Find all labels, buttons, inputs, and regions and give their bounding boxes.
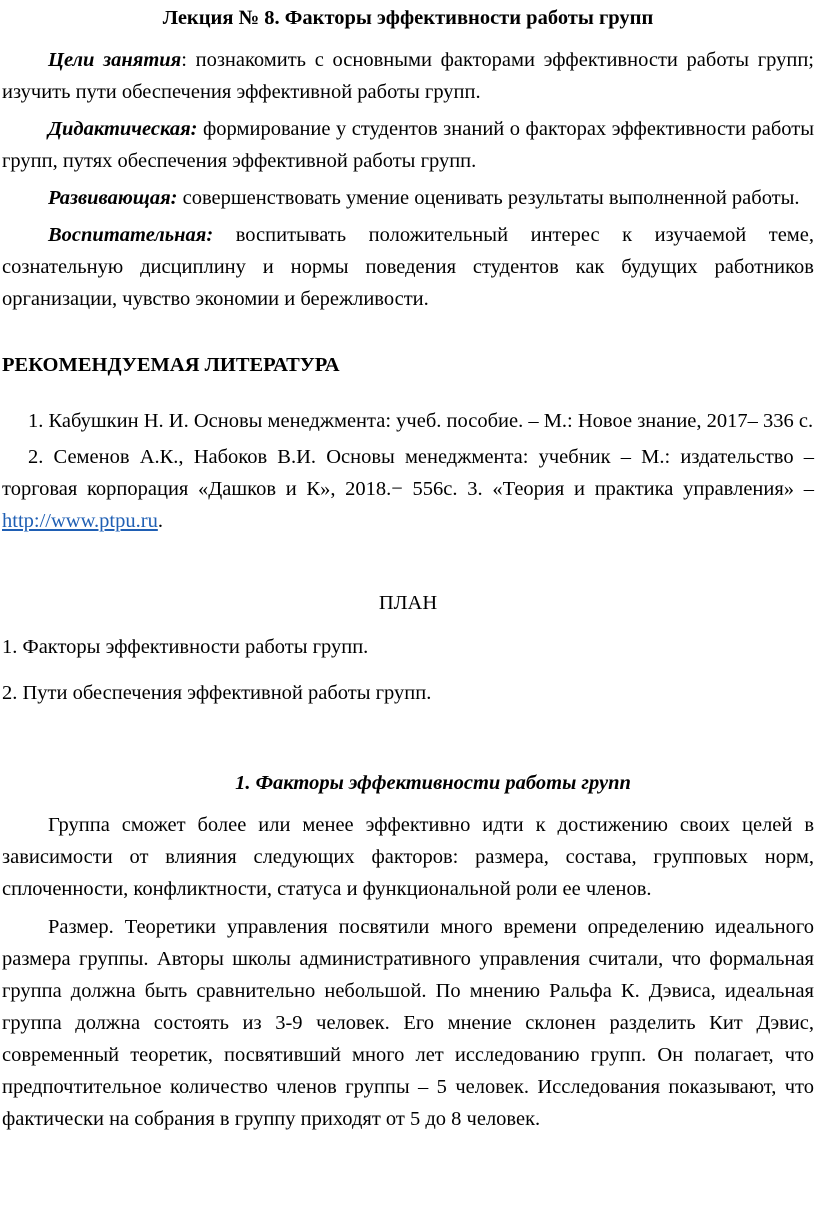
literature-item-text: 2. Семенов А.К., Набоков В.И. Основы менеджмента: учебник – М.: издательство – торговая корпорация «Дашков и К», 2018.− 556с. 3. «Теория и практика управления» –	[2, 446, 814, 500]
literature-heading: РЕКОМЕНДУЕМАЯ ЛИТЕРАТУРА	[2, 354, 340, 376]
literature-list	[2, 405, 814, 537]
body-paragraph: Размер. Теоретики управления посвятили много времени определению идеального размера группы. Авторы школы административного управления считали, что формальная группа должна быть сравнительно небольшой. По мнению Ральфа К. Дэвиса, идеальная группа должна состоять из 3-9 человек. Его мнение склонен разделить Кит Дэвис, современный теоретик, посвятивший много лет исследованию групп. Он полагает, что предпочтительное количество членов группы – 5 человек. Исследования показывают, что фактически на собрания в группу приходят от 5 до 8 человек.	[2, 916, 814, 1130]
ptpu-link[interactable]: http://www.ptpu.ru	[2, 510, 158, 532]
goal-text: формирование у студентов знаний о факторах эффективности работы групп, путях обеспечения эффективной работы групп.	[2, 118, 814, 172]
goal-label: Развивающая:	[48, 187, 178, 209]
literature-item	[2, 441, 814, 537]
section-title: 1. Факторы эффективности работы групп	[235, 772, 631, 794]
goal-developing	[2, 182, 814, 214]
goal-text: совершенствовать умение оценивать результаты выполненной работы.	[177, 187, 800, 209]
goal-didactic	[2, 113, 814, 177]
goal-text: воспитывать положительный интерес к изучаемой теме, сознательную дисциплину и нормы поведения студентов как будущих работников организации, чувство экономии и бережливости.	[2, 224, 814, 310]
body-paragraph: Группа сможет более или менее эффективно идти к достижению своих целей в зависимости от влияния следующих факторов: размера, состава, групповых норм, сплоченности, конфликтности, статуса и функциональной роли ее членов.	[2, 814, 814, 900]
goal-text: познакомить с основными факторами эффективности работы групп; изучить пути обеспечения эффективной работы групп.	[2, 49, 814, 103]
goal-aims	[2, 44, 814, 108]
goal-label: Дидактическая:	[48, 118, 198, 140]
literature-item: 1. Кабушкин Н. И. Основы менеджмента: учеб. пособие. – М.: Новое знание, 2017– 336 с.	[28, 410, 814, 432]
plan-title: ПЛАН	[378, 592, 438, 614]
goal-label: Цели занятия	[48, 49, 182, 71]
goal-educational	[2, 219, 814, 315]
goal-sep: :	[181, 49, 187, 71]
plan-item: 2. Пути обеспечения эффективной работы групп.	[2, 682, 432, 704]
plan-item: 1. Факторы эффективности работы групп.	[2, 636, 369, 658]
goal-label: Воспитательная:	[48, 224, 214, 246]
lecture-title: Лекция № 8. Факторы эффективности работы групп	[162, 7, 654, 29]
literature-item-end: .	[157, 510, 163, 532]
